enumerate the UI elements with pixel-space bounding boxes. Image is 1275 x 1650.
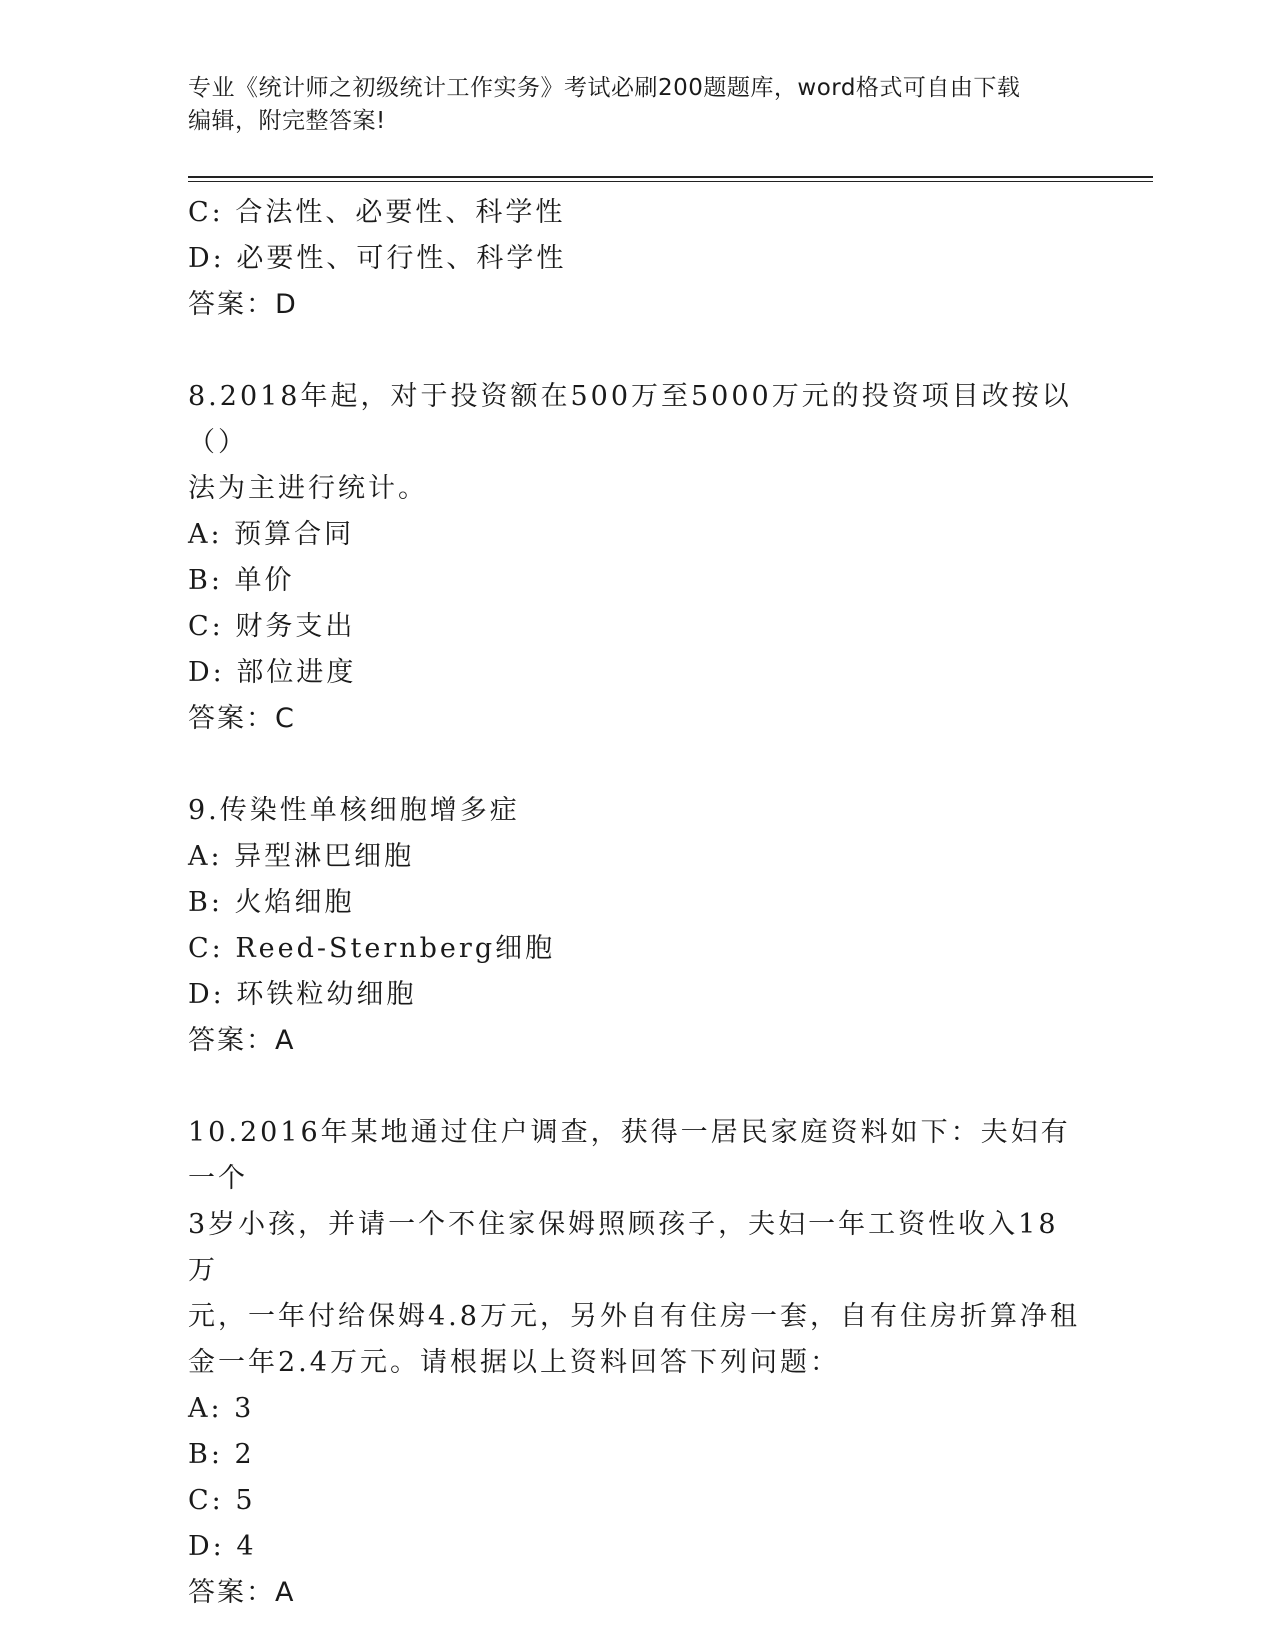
header-line-1: 专业《统计师之初级统计工作实务》考试必刷200题题库，word格式可自由下载 — [188, 75, 1021, 101]
question-9 — [188, 788, 1088, 1064]
question-stem-line-2: 法为主进行统计。 — [188, 473, 428, 504]
answer-line: 答案：A — [188, 1025, 296, 1056]
question-stem-line-1: 8.2018年起，对于投资额在500万至5000万元的投资项目改按以（） — [188, 381, 1072, 458]
option-c: C: 合法性、必要性、科学性 — [188, 197, 566, 228]
spacer — [188, 328, 1088, 374]
document-header — [188, 72, 1088, 138]
header-line-2: 编辑，附完整答案! — [188, 108, 386, 134]
question-stem-line-4: 金一年2.4万元。请根据以上资料回答下列问题： — [188, 1347, 840, 1378]
question-8 — [188, 374, 1088, 742]
option-d: D: 部位进度 — [188, 657, 357, 688]
spacer — [188, 1064, 1088, 1110]
document-page — [188, 0, 1148, 1650]
question-7-tail — [188, 190, 1088, 328]
option-a: A: 3 — [188, 1393, 255, 1424]
option-d: D: 4 — [188, 1531, 257, 1562]
option-a: A: 预算合同 — [188, 519, 355, 550]
header-rule-thin — [188, 181, 1153, 182]
option-c: C: 财务支出 — [188, 611, 356, 642]
spacer — [188, 742, 1088, 788]
option-d: D: 环铁粒幼细胞 — [188, 979, 417, 1010]
option-b: B: 单价 — [188, 565, 295, 596]
option-c: C: Reed-Sternberg细胞 — [188, 933, 556, 964]
question-stem-line-1: 10.2016年某地通过住户调查，获得一居民家庭资料如下：夫妇有一个 — [188, 1117, 1071, 1194]
question-stem-line-2: 3岁小孩，并请一个不住家保姆照顾孩子，夫妇一年工资性收入18万 — [188, 1209, 1059, 1286]
option-c: C: 5 — [188, 1485, 256, 1516]
option-a: A: 异型淋巴细胞 — [188, 841, 415, 872]
answer-line: 答案：A — [188, 1577, 296, 1608]
question-10 — [188, 1110, 1088, 1616]
option-b: B: 火焰细胞 — [188, 887, 355, 918]
question-list — [188, 190, 1088, 1616]
question-stem: 9.传染性单核细胞增多症 — [188, 795, 520, 826]
option-d: D: 必要性、可行性、科学性 — [188, 243, 567, 274]
header-rule-thick — [188, 176, 1153, 178]
question-stem-line-3: 元，一年付给保姆4.8万元，另外自有住房一套，自有住房折算净租 — [188, 1301, 1080, 1332]
answer-line: 答案：D — [188, 289, 298, 320]
answer-line: 答案：C — [188, 703, 296, 734]
option-b: B: 2 — [188, 1439, 255, 1470]
